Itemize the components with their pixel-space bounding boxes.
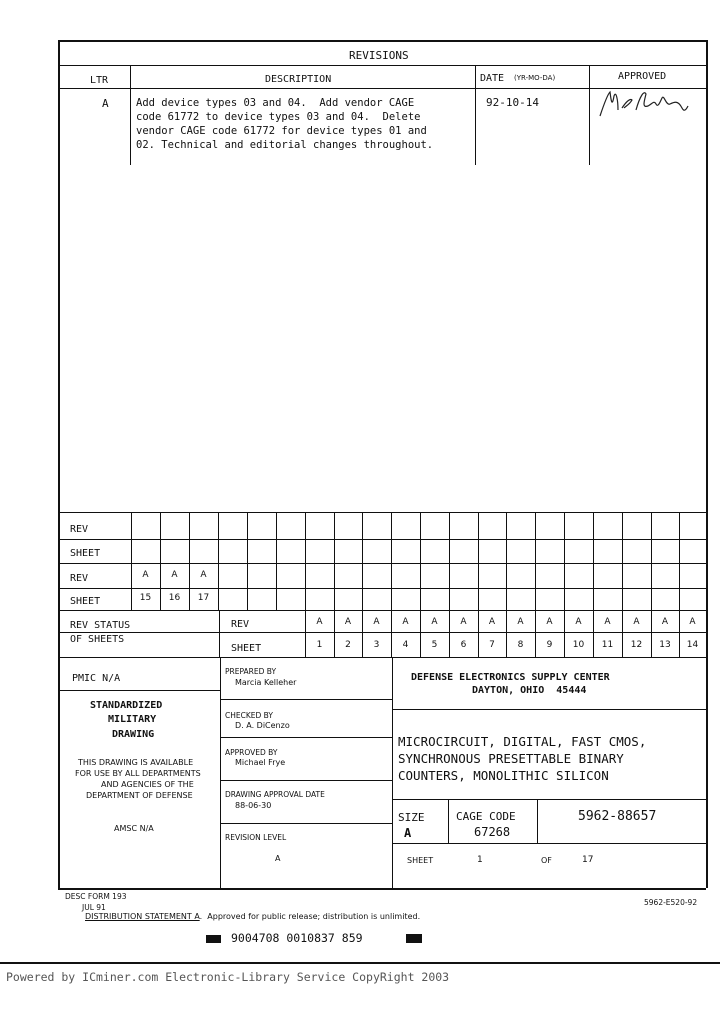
approved-by-name: Michael Frye — [235, 758, 286, 767]
title-line-3: COUNTERS, MONOLITHIC SILICON — [398, 768, 609, 783]
approved-by-label: APPROVED BY — [225, 748, 278, 757]
smd-availability-2: FOR USE BY ALL DEPARTMENTS — [75, 769, 201, 778]
rev-status-rev-12: A — [633, 617, 640, 627]
upper-sheet-1: 15 — [139, 593, 152, 603]
amsc-label: AMSC N/A — [114, 824, 154, 833]
col-date-format: (YR-MO-DA) — [514, 74, 556, 82]
sheet-value: 1 — [477, 855, 483, 865]
document-code: 5962-E520-92 — [644, 898, 698, 907]
rev-status-rev-4: A — [402, 617, 409, 627]
prepared-by-name: Marcia Kelleher — [235, 678, 297, 687]
upper-rev-label-2: REV — [70, 573, 89, 584]
revision-desc-line-4: 02. Technical and editorial changes throughout. — [136, 139, 434, 151]
revision-level-label: REVISION LEVEL — [225, 833, 287, 842]
rev-status-sheet-2: 2 — [345, 640, 351, 650]
sheet-label: SHEET — [407, 856, 434, 865]
prepared-by-label: PREPARED BY — [225, 667, 277, 676]
rev-status-rev-5: A — [431, 617, 438, 627]
title-line-1: MICROCIRCUIT, DIGITAL, FAST CMOS, — [398, 734, 647, 749]
title-line-2: SYNCHRONOUS PRESETTABLE BINARY — [398, 751, 624, 766]
sheet-of-value: 17 — [582, 855, 594, 865]
checked-by-name: D. A. DiCenzo — [235, 721, 290, 730]
col-approved-header: APPROVED — [618, 71, 667, 82]
upper-sheet-2: 16 — [168, 593, 181, 603]
cage-code-label: CAGE CODE — [456, 810, 516, 823]
smd-title-line-2: MILITARY — [108, 714, 157, 725]
rev-status-sheet-12: 12 — [630, 640, 643, 650]
approval-date-label: DRAWING APPROVAL DATE — [225, 790, 325, 799]
distribution-statement — [85, 912, 420, 921]
agency-line-1: DEFENSE ELECTRONICS SUPPLY CENTER — [411, 672, 610, 683]
cage-code-value: 67268 — [474, 825, 511, 839]
upper-rev-3: A — [200, 570, 207, 580]
rev-status-sheet-9: 9 — [546, 640, 553, 650]
upper-rev-label-1: REV — [70, 524, 89, 535]
watermark-text: Powered by ICminer.com Electronic-Library Service CopyRight 2003 — [6, 970, 450, 984]
drawing-number: 5962-88657 — [578, 809, 657, 824]
approval-date-value: 88-06-30 — [235, 801, 272, 810]
rev-status-rev-10: A — [575, 617, 582, 627]
smd-title-line-1: STANDARDIZED — [90, 700, 163, 711]
barcode-text: 9004708 0010837 859 — [231, 931, 363, 945]
smd-availability-4: DEPARTMENT OF DEFENSE — [86, 791, 193, 800]
form-number-line-2: JUL 91 — [82, 903, 106, 912]
rev-status-sheet-label: SHEET — [231, 643, 262, 654]
agency-line-2: DAYTON, OHIO 45444 — [472, 685, 587, 696]
revision-date: 92-10-14 — [486, 96, 539, 109]
size-value: A — [404, 826, 412, 840]
form-number-line-1: DESC FORM 193 — [65, 892, 127, 901]
smd-availability-3: AND AGENCIES OF THE — [101, 780, 194, 789]
rev-status-rev-14: A — [689, 617, 696, 627]
rev-status-sheet-7: 7 — [489, 640, 495, 650]
rev-status-sheet-3: 3 — [373, 640, 380, 650]
smd-title-line-3: DRAWING — [112, 729, 155, 740]
barcode-block — [406, 934, 422, 943]
rev-status-sheet-1: 1 — [316, 640, 323, 650]
approval-signature — [596, 86, 692, 122]
rev-status-sheet-6: 6 — [460, 640, 467, 650]
rev-status-sheet-11: 11 — [601, 640, 614, 650]
upper-rev-2: A — [171, 570, 178, 580]
distribution-statement-rest: . Approved for public release; distribution is unlimited. — [199, 912, 421, 921]
pmic-label: PMIC N/A — [72, 673, 121, 684]
rev-status-rev-7: A — [488, 617, 496, 627]
revision-desc-line-3: vendor CAGE code 61772 for device types 01 and — [136, 125, 427, 137]
upper-sheet-3: 17 — [197, 593, 210, 603]
rev-status-rev-3: A — [373, 617, 380, 627]
rev-status-rev-13: A — [661, 617, 669, 627]
col-date-header: DATE — [480, 73, 505, 84]
upper-sheet-label-2: SHEET — [70, 596, 101, 607]
col-description-header: DESCRIPTION — [265, 74, 332, 85]
revision-letter: A — [102, 97, 109, 110]
rev-status-label-2: OF SHEETS — [70, 634, 125, 645]
rev-status-rev-label: REV — [231, 619, 250, 630]
rev-status-sheet-10: 10 — [572, 640, 585, 650]
rev-status-sheet-5: 5 — [431, 640, 438, 650]
revision-level-value: A — [275, 854, 281, 863]
checked-by-label: CHECKED BY — [225, 711, 273, 720]
rev-status-rev-6: A — [460, 617, 467, 627]
barcode-marker — [206, 935, 221, 943]
upper-sheet-label-1: SHEET — [70, 548, 101, 559]
smd-availability-1: THIS DRAWING IS AVAILABLE — [78, 758, 194, 767]
rev-status-sheet-13: 13 — [659, 640, 671, 650]
rev-status-rev-8: A — [517, 617, 524, 627]
col-ltr-header: LTR — [90, 75, 109, 86]
rev-status-sheet-8: 8 — [517, 640, 524, 650]
revisions-title: REVISIONS — [349, 49, 409, 62]
revision-desc-line-2: code 61772 to device types 03 and 04. Delete — [136, 111, 421, 123]
rev-status-sheet-14: 14 — [686, 640, 699, 650]
size-label: SIZE — [398, 811, 425, 824]
rev-status-rev-2: A — [344, 617, 352, 627]
rev-status-label-1: REV STATUS — [70, 620, 131, 631]
rev-status-rev-9: A — [546, 617, 553, 627]
revision-desc-line-1: Add device types 03 and 04. Add vendor CAGE — [136, 97, 415, 109]
sheet-of-label: OF — [541, 856, 552, 865]
upper-rev-1: A — [142, 570, 149, 580]
distribution-statement-underlined: DISTRIBUTION STATEMENT A — [85, 912, 200, 921]
rev-status-rev-1: A — [316, 617, 323, 627]
rev-status-sheet-4: 4 — [402, 640, 409, 650]
rev-status-rev-11: A — [604, 617, 611, 627]
